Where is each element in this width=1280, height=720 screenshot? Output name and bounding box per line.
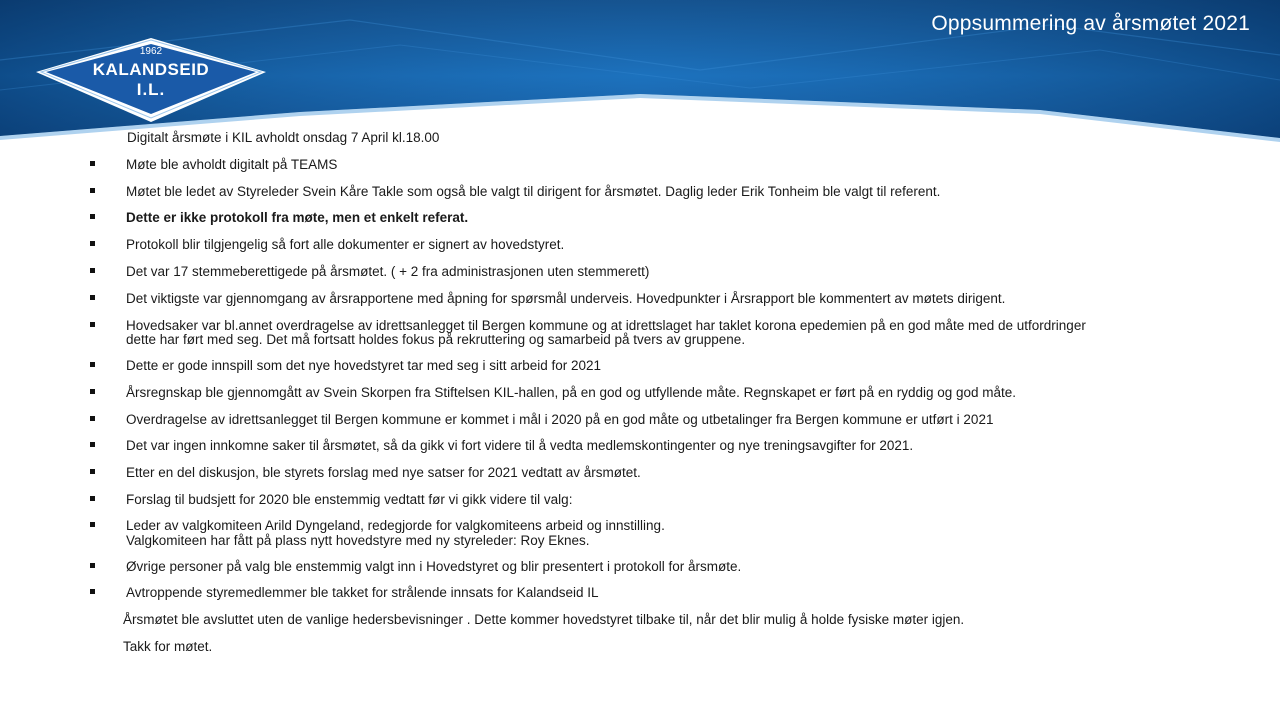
bullet-square-icon xyxy=(90,268,95,273)
slide-title: Oppsummering av årsmøtet 2021 xyxy=(931,12,1250,35)
list-item-text: Møtet ble ledet av Styreleder Svein Kåre Takle som også ble valgt til dirigent for årsmøtet. Daglig leder Erik Tonheim ble valgt til referent. xyxy=(126,184,941,199)
bullet-square-icon xyxy=(90,295,95,300)
intro-text: Digitalt årsmøte i KIL avholdt onsdag 7 April kl.18.00 xyxy=(127,130,440,145)
bullet-square-icon xyxy=(90,161,95,166)
bullet-square-icon xyxy=(90,522,95,527)
bullet-square-icon xyxy=(90,322,95,327)
list-item-text: Det var ingen innkomne saker til årsmøtet, så da gikk vi fort videre til å vedta medlemskontingenter og nye treningsavgifter for 2021. xyxy=(126,438,914,453)
list-item-text-continued: Valgkomiteen har fått på plass nytt hovedstyre med ny styreleder: Roy Eknes. xyxy=(126,533,590,548)
bullet-square-icon xyxy=(90,589,95,594)
list-item-text: Øvrige personer på valg ble enstemmig valgt inn i Hovedstyret og blir presentert i protokoll for årsmøte. xyxy=(126,559,742,574)
logo-name: KALANDSEID xyxy=(92,60,210,79)
logo-suffix: I.L. xyxy=(136,80,166,99)
thanks-text: Takk for møtet. xyxy=(123,639,213,654)
closing-text: Årsmøtet ble avsluttet uten de vanlige hedersbevisninger . Dette kommer hovedstyret tilbake til, når det blir mulig å holde fysiske møter igjen. xyxy=(123,612,965,627)
bullet-square-icon xyxy=(90,469,95,474)
list-item-text: Overdragelse av idrettsanlegget til Bergen kommune er kommet i mål i 2020 på en god måte og utbetalinger fra Bergen kommune er utført i 2021 xyxy=(126,412,994,427)
list-item-text: Møte ble avholdt digitalt på TEAMS xyxy=(126,157,338,172)
list-item-text: Dette er ikke protokoll fra møte, men et enkelt referat. xyxy=(126,210,469,225)
bullet-square-icon xyxy=(90,362,95,367)
list-item-text: Hovedsaker var bl.annet overdragelse av idrettsanlegget til Bergen kommune og at idrettslaget har taklet korona epedemien på en god måte med de utfordringer xyxy=(126,318,1086,333)
bullet-square-icon xyxy=(90,563,95,568)
bullet-square-icon xyxy=(90,496,95,501)
bullet-square-icon xyxy=(90,241,95,246)
list-item-text: Protokoll blir tilgjengelig så fort alle dokumenter er signert av hovedstyret. xyxy=(126,237,565,252)
list-item-text: Dette er gode innspill som det nye hovedstyret tar med seg i sitt arbeid for 2021 xyxy=(126,358,602,373)
bullet-square-icon xyxy=(90,442,95,447)
list-item-text: Det var 17 stemmeberettigede på årsmøtet. ( + 2 fra administrasjonen uten stemmerett) xyxy=(126,264,650,279)
list-item-text-continued: dette har ført med seg. Det må fortsatt holdes fokus på rekruttering og samarbeid på tvers av gruppene. xyxy=(126,332,746,347)
list-item-text: Det viktigste var gjennomgang av årsrapportene med åpning for spørsmål underveis. Hovedpunkter i Årsrapport ble kommentert av møtets dirigent. xyxy=(126,291,1006,306)
bullet-square-icon xyxy=(90,389,95,394)
logo-year: 1962 xyxy=(139,46,163,57)
list-item-text: Forslag til budsjett for 2020 ble enstemmig vedtatt før vi gikk videre til valg: xyxy=(126,492,573,507)
list-item-text: Avtroppende styremedlemmer ble takket for strålende innsats for Kalandseid IL xyxy=(126,585,599,600)
bullet-square-icon xyxy=(90,188,95,193)
list-item-text: Leder av valgkomiteen Arild Dyngeland, redegjorde for valgkomiteens arbeid og innstilling. xyxy=(126,518,665,533)
list-item-text: Etter en del diskusjon, ble styrets forslag med nye satser for 2021 vedtatt av årsmøtet. xyxy=(126,465,641,480)
bullet-square-icon xyxy=(90,214,95,219)
list-item-text: Årsregnskap ble gjennomgått av Svein Skorpen fra Stiftelsen KIL-hallen, på en god og utfyllende måte. Regnskapet er ført på en ryddig og god måte. xyxy=(126,385,1017,400)
bullet-square-icon xyxy=(90,416,95,421)
